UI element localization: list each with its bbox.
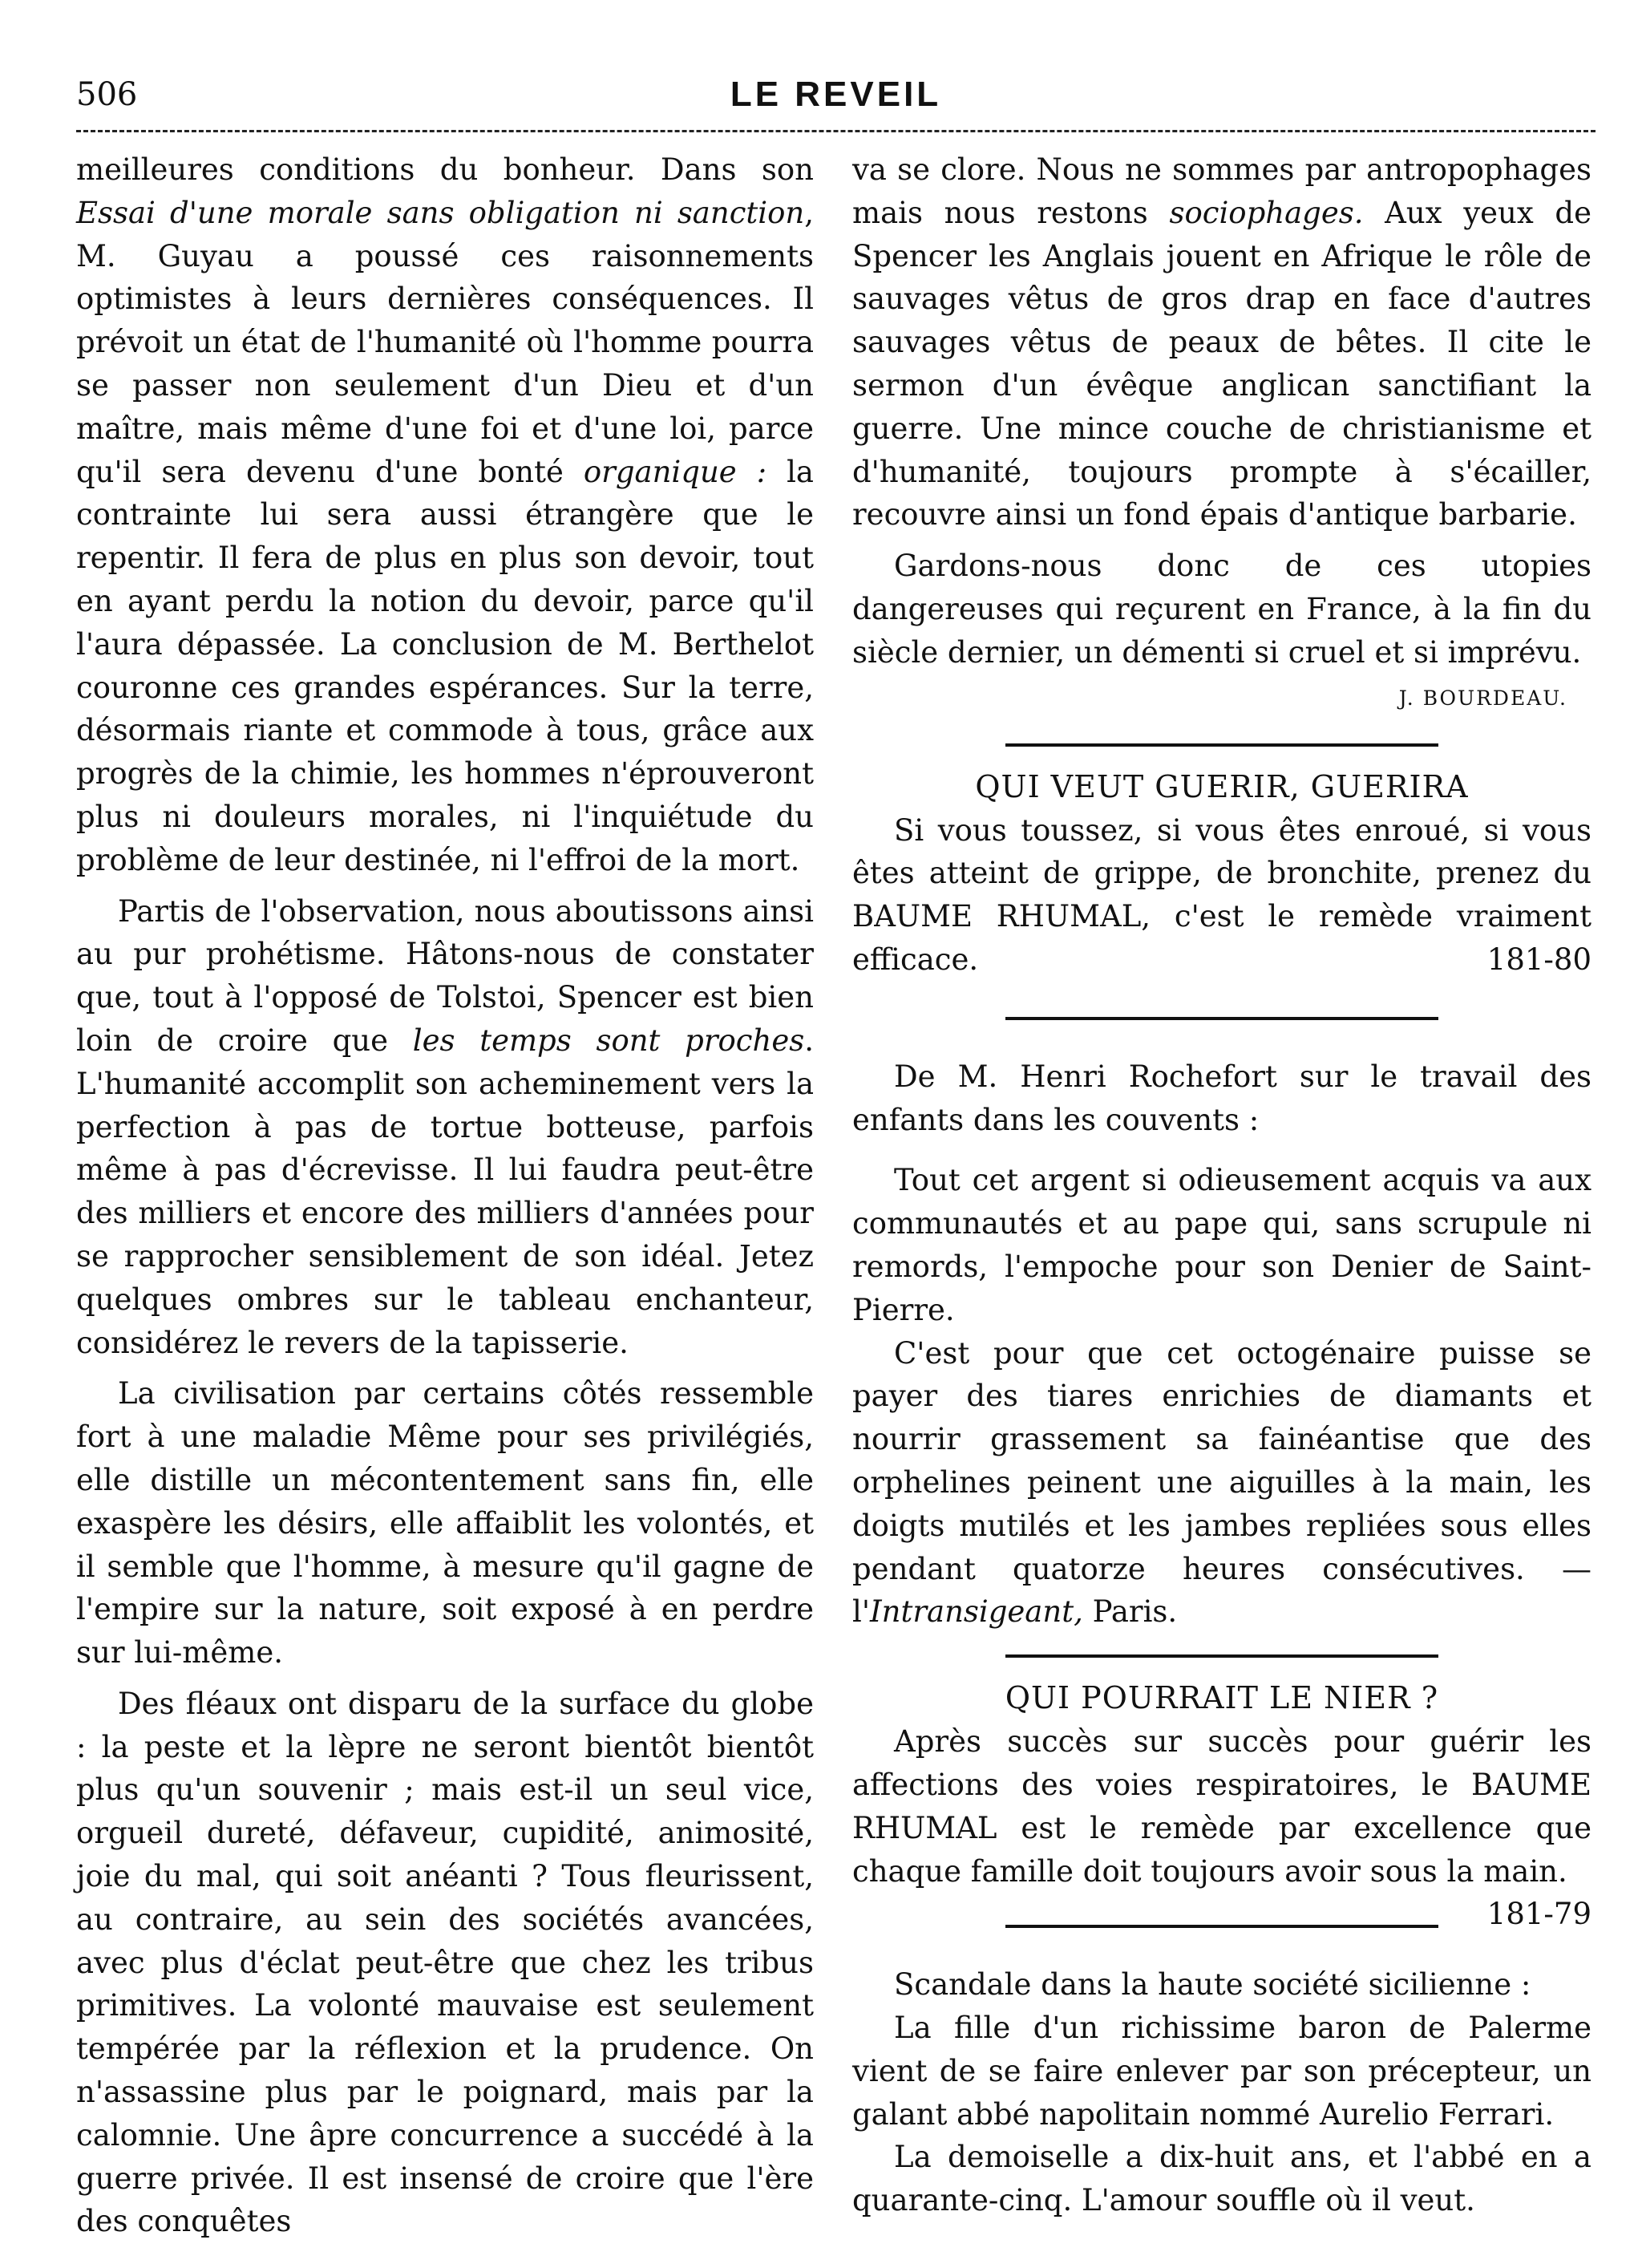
advertisement-heading: QUI POURRAIT LE NIER ?	[1005, 1680, 1439, 1716]
text-run: meilleures conditions du bonheur. Dans son	[76, 152, 814, 187]
text-run: va se clore. Nous ne sommes par antropophages mais nous restons	[852, 152, 1591, 230]
right-column	[852, 148, 1591, 2222]
italic-word: sociophages.	[1169, 195, 1364, 230]
text-run: C'est pour que cet octogénaire puisse se payer des tiares enrichies de diamants et nourrir grassement sa fainéantise que des orphelines peinent une aiguilles à la main, les doigts mutilés et les jambes repliées sous elles pendant quatorze heures consécutives. — l'	[852, 1335, 1591, 1630]
text-run: , M. Guyau a poussé ces raisonnements optimistes à leurs dernières conséquences. Il prévoit un état de l'humanité où l'homme pourra se passer non seulement d'un Dieu et d'un maître, mais même d'une foi et d'une loi, parce qu'il sera devenu d'une bonté	[76, 195, 814, 489]
notice-intro: De M. Henri Rochefort sur le travail des enfants dans les couvents :	[852, 1059, 1591, 1137]
article-paragraph: Gardons-nous donc de ces utopies dangereuses qui reçurent en France, à la fin du siècle dernier, un démenti si cruel et si imprévu.	[852, 549, 1591, 670]
page-header	[76, 71, 1596, 119]
page-number: 506	[76, 76, 138, 113]
text-run: Si vous toussez, si vous êtes enroué, si vous êtes atteint de grippe, de bronchite, prenez du BAUME RHUMAL, c'est le remède vraiment efficace.	[852, 812, 1591, 977]
article-paragraph: Des fléaux ont disparu de la surface du globe : la peste et la lèpre ne seront bientôt bientôt plus qu'un souvenir ; mais est-il un seul vice, orgueil dureté, défaveur, cupidité, animosité, joie du mal, qui soit anéanti ? Tous fleurissent, au contraire, au sein des sociétés avancées, avec plus d'éclat peut-être que chez les tribus primitives. La volonté mauvaise est seulement tempérée par la réflexion et la prudence. On n'assassine plus par le poignard, mais par la calomnie. Une âpre concurrence a succédé à la guerre privée. Il est insensé de croire que l'ère des conquêtes	[76, 1686, 814, 2239]
text-run: Après succès sur succès pour guérir les affections des voies respiratoires, le BAUME RHUMAL est le remède par excellence que chaque famille doit toujours avoir sous la main.	[852, 1724, 1591, 1889]
advertisement-reference: 181-79	[1486, 1897, 1591, 1932]
newspaper-name: Intransigeant,	[870, 1594, 1083, 1630]
left-column	[76, 148, 814, 2243]
advertisement-body	[852, 809, 1591, 982]
notice-intro: Scandale dans la haute société sicilienne :	[894, 1967, 1531, 2003]
advertisement-reference: 181-80	[1486, 942, 1591, 977]
text-run: . L'humanité accomplit son acheminement vers la perfection à pas de tortue botteuse, parfois même à pas d'écrevisse. Il lui faudra peut-être des milliers et encore des milliers d'années pour se rapprocher sensiblement de son idéal. Jetez quelques ombres sur le tableau enchanteur, considérez le revers de la tapisserie.	[76, 1023, 814, 1360]
section-divider	[1005, 743, 1438, 747]
news-paragraph: La fille d'un richissime baron de Palerme vient de se faire enlever par son précepteur, un galant abbé napolitain nommé Aurelio Ferrari.	[852, 2011, 1591, 2132]
author-signature: J. BOURDEAU.	[1398, 686, 1567, 710]
section-divider	[1005, 1925, 1438, 1928]
section-divider	[1005, 1654, 1438, 1658]
article-paragraph	[76, 890, 814, 1365]
text-run: la contrainte lui sera aussi étrangère que le repentir. Il fera de plus en plus son devoir, tout en ayant perdu la notion du devoir, parce qu'il l'aura dépassée. La conclusion de M. Berthelot couronne ces grandes espérances. Sur la terre, désormais riante et commode à tous, grâce aux progrès de la chimie, les hommes n'éprouveront plus ni douleurs morales, ni l'inquiétude du problème de leur destinée, ni l'effroi de la mort.	[76, 454, 814, 877]
quote-paragraph	[852, 1332, 1591, 1634]
advertisement-body	[852, 1720, 1591, 1932]
italic-phrase: les temps sont proches	[412, 1023, 805, 1058]
italic-word: organique :	[583, 454, 767, 489]
text-run: Paris.	[1082, 1594, 1178, 1630]
news-paragraph: La demoiselle a dix-huit ans, et l'abbé en a quarante-cinq. L'amour souffle où il veut.	[852, 2140, 1591, 2218]
article-paragraph: La civilisation par certains côtés ressemble fort à une maladie Même pour ses privilégiés, elle distille un mécontentement sans fin, elle exaspère les désirs, elle affaiblit les volontés, et il semble que l'homme, à mesure qu'il gagne de l'empire sur la nature, soit exposé à en perdre sur lui-même.	[76, 1376, 814, 1671]
header-divider	[76, 130, 1596, 132]
text-run: Aux yeux de Spencer les Anglais jouent en Afrique le rôle de sauvages vêtus de gros drap en face d'autres sauvages vêtus de peaux de bêtes. Il cite le sermon d'un évêque anglican sanctifiant la guerre. Une mince couche de christianisme et d'humanité, toujours prompte à s'écailler, recouvre ainsi un fond épais d'antique barbarie.	[852, 195, 1591, 533]
quote-paragraph: Tout cet argent si odieusement acquis va aux communautés et au pape qui, sans scrupule ni remords, l'empoche pour son Denier de Saint-Pierre.	[852, 1163, 1591, 1327]
text-run: Partis de l'observation, nous aboutissons ainsi au pur prohétisme. Hâtons-nous de constater que, tout à l'opposé de Tolstoi, Spencer est bien loin de croire que	[76, 893, 814, 1058]
article-paragraph	[852, 148, 1591, 537]
section-divider	[1005, 1017, 1438, 1020]
italic-title: Essai d'une morale sans obligation ni sanction	[76, 195, 805, 230]
article-paragraph	[76, 148, 814, 882]
advertisement-heading: QUI VEUT GUERIR, GUERIRA	[975, 768, 1469, 804]
journal-title: LE REVEIL	[730, 75, 942, 114]
